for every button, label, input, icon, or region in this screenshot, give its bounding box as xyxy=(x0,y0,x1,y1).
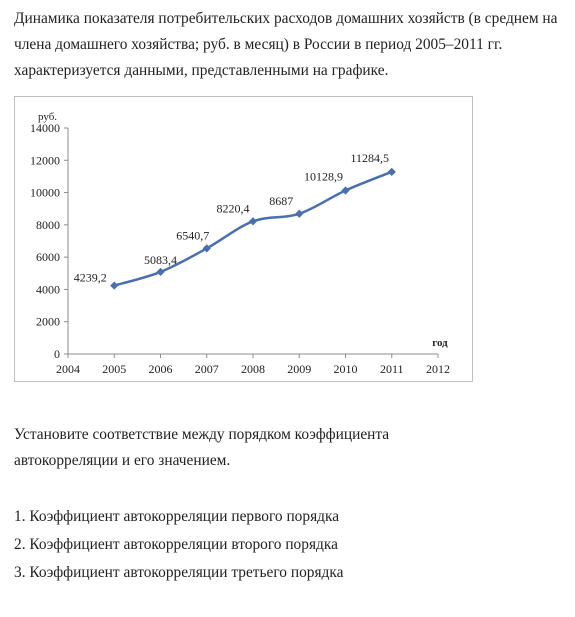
line-chart xyxy=(15,97,474,383)
y-tick-label: 0 xyxy=(54,347,60,361)
list-item: 2. Коэффициент автокорреляции второго порядка xyxy=(14,536,338,553)
y-tick-label: 4000 xyxy=(36,282,60,297)
data-label: 10128,9 xyxy=(304,169,343,184)
x-tick-label: 2008 xyxy=(241,362,265,376)
data-label: 5083,4 xyxy=(144,252,177,267)
items-list xyxy=(14,503,343,587)
y-tick-label: 10000 xyxy=(30,185,60,200)
y-tick-label: 12000 xyxy=(30,153,60,168)
y-axis-label: руб. xyxy=(38,111,58,123)
data-label: 8687 xyxy=(269,193,294,208)
data-label: 4239,2 xyxy=(73,270,107,285)
x-tick-label: 2012 xyxy=(426,362,450,376)
data-point xyxy=(388,168,395,175)
list-item: 3. Коэффициент автокорреляции третьего порядка xyxy=(14,564,344,581)
task-text: Установите соответствие между порядком коэффициента автокорреляции и его значением. xyxy=(14,426,390,469)
data-point xyxy=(250,218,257,225)
data-label: 8220,4 xyxy=(216,201,250,216)
data-point xyxy=(157,269,164,276)
y-tick-label: 14000 xyxy=(30,121,60,135)
y-tick-label: 6000 xyxy=(36,250,60,265)
series-line xyxy=(114,172,392,286)
x-tick-label: 2009 xyxy=(287,362,312,376)
y-tick-label: 2000 xyxy=(36,314,60,329)
y-tick-label: 8000 xyxy=(36,217,60,232)
x-tick-label: 2011 xyxy=(379,362,404,376)
data-point xyxy=(111,282,118,289)
x-tick-label: 2007 xyxy=(194,362,219,376)
data-label: 11284,5 xyxy=(350,150,390,165)
list-item: 1. Коэффициент автокорреляции первого порядка xyxy=(14,508,340,525)
x-tick-label: 2004 xyxy=(56,362,80,376)
problem-intro: Динамика показателя потребительских расходов домашних хозяйств (в среднем на члена домашнего хозяйства; руб. в месяц) в России в период 2005–2011 гг. характеризуется данными, представленными на графике. xyxy=(14,10,558,79)
data-point xyxy=(296,210,303,217)
x-axis-label: год xyxy=(432,337,448,349)
x-tick-label: 2006 xyxy=(148,362,173,376)
data-label: 6540,7 xyxy=(176,228,210,243)
x-tick-label: 2010 xyxy=(333,362,358,376)
chart-frame xyxy=(14,96,473,382)
x-tick-label: 2005 xyxy=(102,362,127,376)
